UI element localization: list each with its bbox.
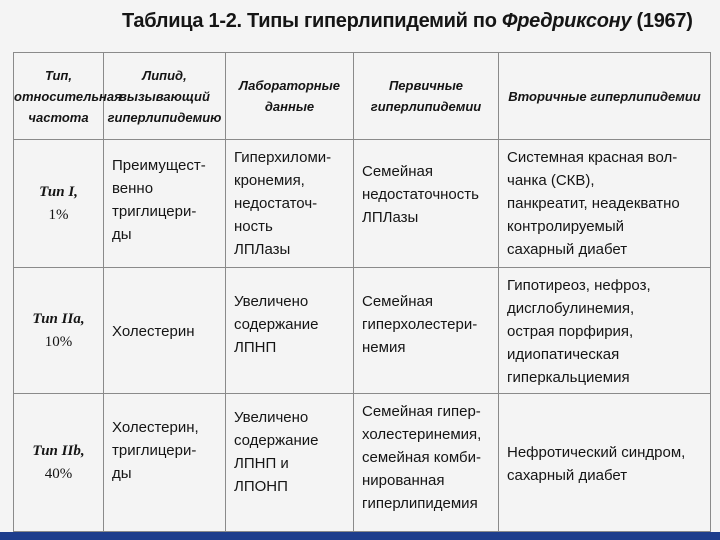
type-name: Тип IIb,	[32, 442, 85, 459]
lipid-text: Холестерин, триглицери- ды	[112, 419, 199, 482]
lipid-cell	[104, 394, 226, 532]
type-cell	[14, 140, 104, 268]
lab-text: Гиперхиломи- кронемия, недостаточ- ность ЛПЛазы	[234, 149, 332, 258]
primary-text: Семейная недостаточность ЛПЛазы	[362, 163, 479, 226]
lab-cell	[226, 140, 354, 268]
type-cell	[14, 268, 104, 394]
primary-text: Семейная гипер- холестеринемия, семейная комби- нированная гиперлипидемия	[362, 403, 482, 512]
primary-text: Семейная гиперхолестери- немия	[362, 293, 478, 356]
primary-cell	[354, 394, 499, 532]
lab-text: Увеличено содержание ЛПНП и ЛПОНП	[234, 409, 319, 495]
type-name: Тип IIa,	[32, 310, 85, 327]
primary-cell	[354, 140, 499, 268]
table-row	[14, 268, 711, 394]
secondary-text: Системная красная вол- чанка (СКВ), панкреатит, неадекватно контролируемый сахарный диабет	[507, 149, 680, 258]
header-secondary: Вторичные гиперлипидемии	[499, 53, 711, 140]
lipid-cell	[104, 268, 226, 394]
caption-year: (1967)	[631, 10, 693, 32]
lipid-text: Преимущест- венно триглицери- ды	[112, 157, 206, 243]
type-frequency: 1%	[48, 206, 69, 223]
type-frequency: 10%	[44, 333, 73, 350]
slide-bottom-bar	[0, 532, 720, 540]
hyperlipidemia-table	[13, 52, 711, 532]
caption-label: Таблица 1-2.	[122, 10, 242, 32]
lipid-text: Холестерин	[112, 323, 195, 340]
type-cell	[14, 394, 104, 532]
secondary-cell	[499, 140, 711, 268]
secondary-cell	[499, 394, 711, 532]
secondary-text: Нефротический синдром, сахарный диабет	[507, 443, 686, 484]
table-row	[14, 394, 711, 532]
table-caption	[122, 10, 693, 33]
primary-cell	[354, 268, 499, 394]
header-lab: Лабораторные данные	[226, 53, 354, 140]
type-name: Тип I,	[39, 183, 78, 200]
caption-author: Фредриксону	[501, 10, 632, 32]
lab-cell	[226, 268, 354, 394]
header-lipid: Липид, вызывающий гиперлипидемию	[104, 53, 226, 140]
lab-cell	[226, 394, 354, 532]
header-primary: Первичные гиперлипидемии	[354, 53, 499, 140]
secondary-cell	[499, 268, 711, 394]
table-header-row	[14, 53, 711, 140]
lab-text: Увеличено содержание ЛПНП	[234, 293, 319, 356]
table-row	[14, 140, 711, 268]
secondary-text: Гипотиреоз, нефроз, дисглобулинемия, острая порфирия, идиопатическая гиперкальциемия	[507, 277, 651, 386]
lipid-cell	[104, 140, 226, 268]
header-type: Тип, относительная частота	[14, 53, 104, 140]
caption-text: Типы гиперлипидемий по	[241, 10, 502, 32]
type-frequency: 40%	[44, 465, 73, 482]
